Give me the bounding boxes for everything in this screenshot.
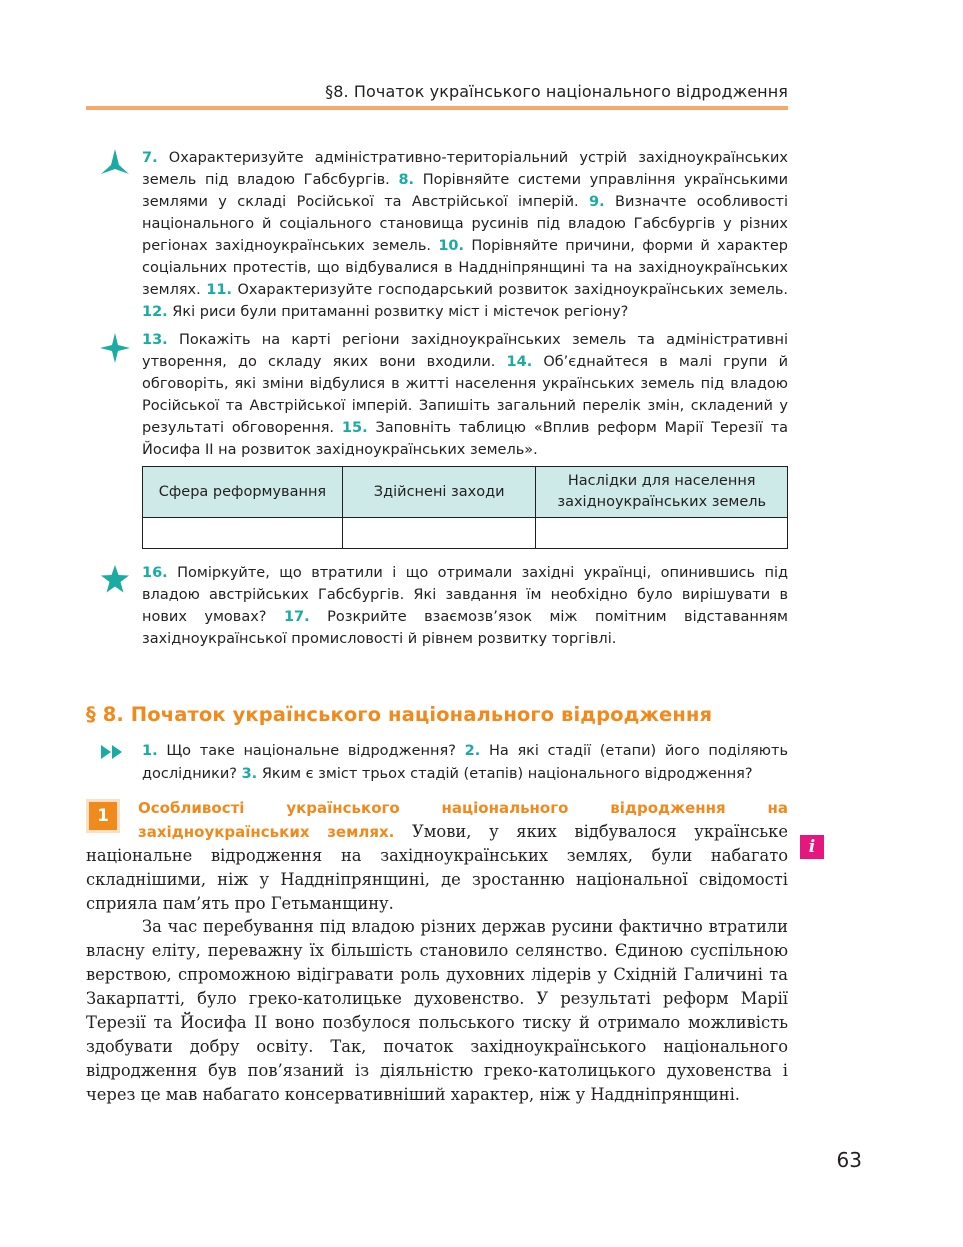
running-title: §8. Початок українського національного відродження [325, 82, 788, 101]
star-icon [100, 565, 130, 593]
paragraph-2-text: За час перебування під владою різних держав русини фактично втратили власну еліту, переважну їх більшість становило селянство. Єдиною суспільною верствою, спроможною відігравати роль духовних лідерів у Східній Галичині та Закарпатті, було греко-католицьке духовенство. У результаті реформ Марії Терезії та Йосифа II воно позбулося польського тиску й отримало можливість здобувати добру освіту. Так, початок західноукраїнського національного відродження був пов’язаний із діяльністю греко-католицького духовенства і через це мав набагато консервативніший характер, ніж у Наддніпрянщині. [86, 917, 788, 1104]
task-9-text: Визначте особливості національного й соціального становища русинів під владою Габсбургів у різних регіонах західноукраїнських земель. [142, 194, 789, 254]
question-2-number: 2. [464, 743, 481, 759]
task-8-text: Порівняйте системи управління українськими землями у складі Російської та Австрійської імперій. [142, 172, 788, 210]
paragraph-1 [86, 796, 788, 916]
question-2-text: На які стадії (етапи) його поділяють дослідники? [142, 743, 788, 782]
table-cell [342, 518, 536, 549]
question-1-text: Що таке національне відродження? [166, 743, 456, 759]
task-9-number: 9. [589, 194, 605, 210]
info-icon: i [800, 835, 824, 859]
task-13-number: 13. [142, 332, 168, 348]
task-10-number: 10. [438, 238, 465, 254]
paragraph-2 [86, 915, 788, 1107]
task-11-text: Охарактеризуйте господарський розвиток західноукраїнських земель. [237, 282, 789, 298]
table-header-cell: Наслідки для населення західноукраїнських земель [536, 467, 788, 518]
table-header-cell: Здійснені заходи [342, 467, 536, 518]
tasks-block-3 [142, 562, 788, 650]
task-7-text: Охарактеризуйте адміністративно-територіальний устрій західноукраїнських земель під владою Габсбургів. [142, 150, 789, 188]
task-17-number: 17. [283, 609, 310, 625]
task-12-text: Які риси були притаманні розвитку міст і містечок регіону? [172, 304, 629, 320]
task-16-number: 16. [142, 565, 168, 581]
header-rule [86, 106, 788, 110]
paragraph-1-text: Умови, у яких відбувалося українське національне відродження на західноукраїнських землях, були набагато складнішими, ніж у Наддніпрянщині, де зростанню національної свідомості сприяла пам’ять про Гетьманщину. [86, 822, 788, 913]
table-header-row [143, 467, 788, 518]
question-3-number: 3. [241, 766, 258, 782]
subsection-title: Особливості українського національного відродження на західноукраїнських землях. [138, 799, 788, 841]
task-10-text: Порівняйте причини, форми й характер соціальних протестів, що відбувалися в Наддніпрянщині та на західноукраїнських землях. [142, 238, 789, 298]
tasks-block-2 [142, 329, 788, 461]
task-15-text: Заповніть таблицю «Вплив реформ Марії Терезії та Йосифа II на розвиток західноукраїнських земель». [142, 420, 789, 458]
task-12-number: 12. [142, 304, 168, 320]
four-point-star-icon [100, 333, 130, 363]
question-3-text: Яким є зміст трьох стадій (етапів) національного відродження? [261, 766, 753, 782]
task-14-text: Об’єднайтеся в малі групи й обговоріть, які зміни відбулися в житті населення українських земель під владою Російської та Австрійської імперій. Запишіть загальний перелік змін, складений у результаті обговорення. [142, 354, 788, 436]
page-number: 63 [836, 1148, 862, 1172]
table-cell [143, 518, 343, 549]
task-8-number: 8. [398, 172, 415, 188]
task-17-text: Розкрийте взаємозв’язок між помітним відставанням західноукраїнської промисловості й рівнем розвитку торгівлі. [142, 609, 788, 647]
task-15-number: 15. [341, 420, 368, 436]
task-7-number: 7. [142, 150, 158, 166]
table-cell [536, 518, 788, 549]
reform-table [142, 466, 788, 549]
task-13-text: Покажіть на карті регіони західноукраїнських земель та адміністративні утворення, до складу яких вони входили. [142, 332, 788, 370]
task-14-number: 14. [506, 354, 533, 370]
subsection-number-badge: 1 [89, 802, 117, 830]
double-arrow-icon [100, 744, 124, 760]
badge-spacer [86, 796, 138, 836]
tasks-block-1 [142, 147, 788, 323]
question-1-number: 1. [142, 743, 158, 759]
task-11-number: 11. [206, 282, 232, 298]
section-title: § 8. Початок українського національного відродження [86, 703, 713, 726]
intro-questions [142, 740, 788, 786]
table-row [143, 518, 788, 549]
table-header-cell: Сфера реформування [143, 467, 343, 518]
triangle-star-icon [100, 148, 130, 176]
task-16-text: Поміркуйте, що втратили і що отримали західні українці, опинившись під владою австрійських Габсбургів. Які завдання їм необхідно було вирішувати в нових умовах? [142, 565, 789, 625]
